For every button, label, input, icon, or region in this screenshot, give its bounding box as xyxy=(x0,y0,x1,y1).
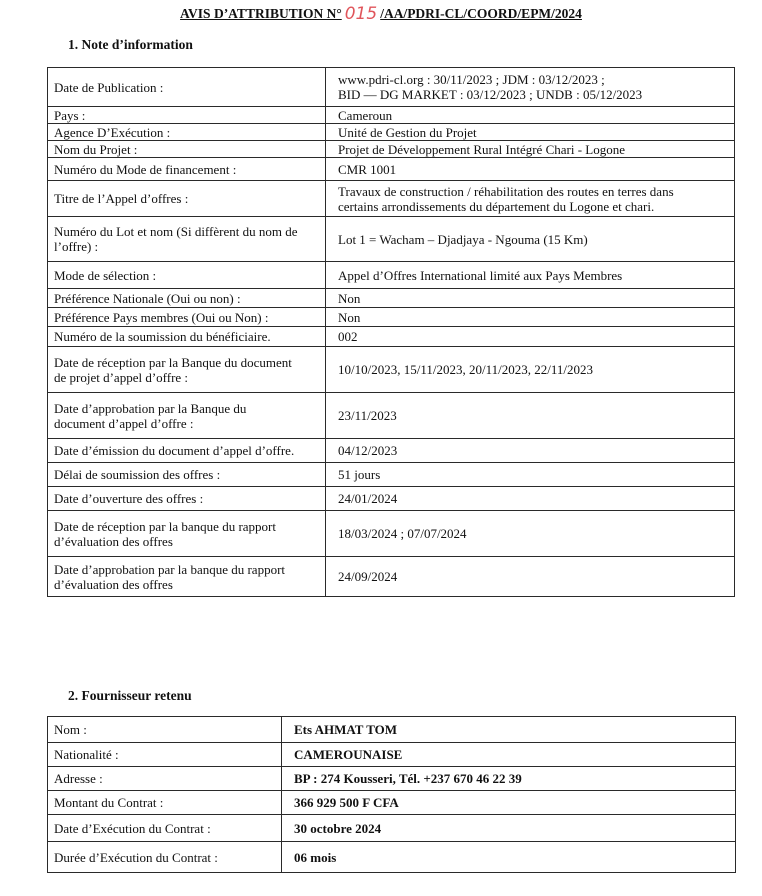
row-label-cell xyxy=(48,124,326,141)
row-value: 366 929 500 F CFA xyxy=(294,795,399,810)
supplier-row xyxy=(48,743,736,767)
row-value-cell xyxy=(326,217,735,262)
row-label-cell xyxy=(48,289,326,308)
information-row xyxy=(48,68,735,107)
row-label-cell xyxy=(48,217,326,262)
row-value: www.pdri-cl.org : 30/11/2023 ; JDM : 03/12/2023 ; xyxy=(338,72,605,87)
row-value: 24/01/2024 xyxy=(338,491,398,506)
information-row xyxy=(48,347,735,393)
information-row xyxy=(48,511,735,557)
row-label-continued: d’évaluation des offres xyxy=(54,533,173,549)
row-value: 002 xyxy=(338,329,358,344)
row-value: Ets AHMAT TOM xyxy=(294,722,398,737)
row-value-cell xyxy=(326,262,735,289)
information-row xyxy=(48,141,735,158)
row-label: Date de réception par la banque du rapport xyxy=(54,518,276,534)
row-value: BP : 274 Kousseri, Tél. +237 670 46 22 39 xyxy=(294,771,522,786)
row-label-cell xyxy=(48,308,326,327)
row-label-cell xyxy=(48,487,326,511)
supplier-row xyxy=(48,767,736,791)
title-suffix: /AA/PDRI-CL/COORD/EPM/2024 xyxy=(380,6,582,21)
row-label: Délai de soumission des offres : xyxy=(54,467,221,482)
row-value: 10/10/2023, 15/11/2023, 20/11/2023, 22/11/2023 xyxy=(338,362,593,377)
row-value-cell xyxy=(282,717,736,743)
row-label-cell xyxy=(48,815,282,842)
row-value: 51 jours xyxy=(338,467,381,482)
information-row xyxy=(48,262,735,289)
row-value-continued: BID — DG MARKET : 03/12/2023 ; UNDB : 05/12/2023 xyxy=(338,87,643,102)
section-1-heading: 1. Note d’information xyxy=(68,37,193,52)
row-label-continued: l’offre) : xyxy=(54,239,99,254)
row-label: Titre de l’Appel d’offres : xyxy=(54,191,189,206)
information-row xyxy=(48,181,735,217)
row-label-cell xyxy=(48,767,282,791)
row-value-cell xyxy=(326,487,735,511)
row-value-cell xyxy=(326,557,735,597)
row-value: 04/12/2023 xyxy=(338,443,398,458)
row-label-cell xyxy=(48,791,282,815)
row-label: Pays : xyxy=(54,107,86,123)
row-value-cell xyxy=(326,511,735,557)
row-label-cell xyxy=(48,557,326,597)
row-value: Non xyxy=(338,290,361,306)
row-label: Numéro du Mode de financement : xyxy=(54,161,237,177)
row-value-cell xyxy=(282,743,736,767)
section-2-heading: 2. Fournisseur retenu xyxy=(68,688,192,703)
row-label: Date d’ouverture des offres : xyxy=(54,491,204,506)
row-value: Appel d’Offres International limité aux Pays Membres xyxy=(338,267,623,283)
row-value-cell xyxy=(326,107,735,124)
row-label: Préférence Pays membres (Oui ou Non) : xyxy=(54,309,269,325)
row-value-cell xyxy=(326,289,735,308)
row-label: Montant du Contrat : xyxy=(54,795,164,810)
row-value-cell xyxy=(326,68,735,107)
row-label: Date d’approbation par la Banque du xyxy=(54,400,247,416)
row-value: CMR 1001 xyxy=(338,161,397,177)
row-value: CAMEROUNAISE xyxy=(294,747,403,762)
information-row xyxy=(48,557,735,597)
row-label-cell xyxy=(48,107,326,124)
row-label: Durée d’Exécution du Contrat : xyxy=(54,849,218,865)
information-row xyxy=(48,439,735,463)
row-value-cell xyxy=(326,158,735,181)
row-label-cell xyxy=(48,717,282,743)
row-label-cell xyxy=(48,141,326,158)
row-label: Agence D’Exécution : xyxy=(54,124,171,140)
row-value: 06 mois xyxy=(294,849,337,865)
row-label-continued: de projet d’appel d’offre : xyxy=(54,369,189,385)
supplier-row xyxy=(48,791,736,815)
row-value-continued: certains arrondissements du département du Logone et chari. xyxy=(338,198,655,214)
row-value-cell xyxy=(326,181,735,217)
row-label-cell xyxy=(48,181,326,217)
row-value: Travaux de construction / réhabilitation des routes en terres dans xyxy=(338,183,674,199)
notice-title xyxy=(0,3,762,23)
row-value: 23/11/2023 xyxy=(338,408,397,423)
row-label: Date d’approbation par la banque du rapport xyxy=(54,561,286,577)
information-row xyxy=(48,124,735,141)
row-label-cell xyxy=(48,463,326,487)
information-row xyxy=(48,308,735,327)
row-label: Date de Publication : xyxy=(54,79,164,95)
row-label-cell xyxy=(48,511,326,557)
row-label-cell xyxy=(48,327,326,347)
information-row xyxy=(48,487,735,511)
information-row xyxy=(48,463,735,487)
row-label: Numéro de la soumission du bénéficiaire. xyxy=(54,329,271,344)
row-value-cell xyxy=(282,842,736,873)
information-row xyxy=(48,393,735,439)
row-value-cell xyxy=(326,308,735,327)
information-row xyxy=(48,107,735,124)
row-label: Mode de sélection : xyxy=(54,267,157,283)
information-row xyxy=(48,327,735,347)
information-row xyxy=(48,289,735,308)
row-value-cell xyxy=(282,767,736,791)
supplier-table xyxy=(47,716,736,873)
row-label-cell xyxy=(48,158,326,181)
row-label: Date d’émission du document d’appel d’offre. xyxy=(54,443,295,458)
row-value-cell xyxy=(326,439,735,463)
handwritten-notice-number: 015 xyxy=(344,4,378,24)
row-label-cell xyxy=(48,743,282,767)
title-prefix: AVIS D’ATTRIBUTION N° xyxy=(180,6,342,21)
supplier-row xyxy=(48,815,736,842)
row-value: Cameroun xyxy=(338,107,393,123)
row-value: Projet de Développement Rural Intégré Chari - Logone xyxy=(338,141,625,157)
row-label-cell xyxy=(48,393,326,439)
row-value-cell xyxy=(326,327,735,347)
row-label-continued: d’évaluation des offres xyxy=(54,576,173,592)
row-value-cell xyxy=(326,124,735,141)
row-label: Adresse : xyxy=(54,771,103,786)
row-label-continued: document d’appel d’offre : xyxy=(54,415,194,431)
row-value-cell xyxy=(282,791,736,815)
information-row xyxy=(48,217,735,262)
row-label-cell xyxy=(48,68,326,107)
row-label: Numéro du Lot et nom (Si diffèrent du nom de xyxy=(54,224,298,239)
row-value: 18/03/2024 ; 07/07/2024 xyxy=(338,526,467,541)
row-label: Préférence Nationale (Oui ou non) : xyxy=(54,290,241,306)
row-label: Nationalité : xyxy=(54,747,119,762)
row-value: Unité de Gestion du Projet xyxy=(338,124,477,140)
row-label-cell xyxy=(48,347,326,393)
row-label: Nom du Projet : xyxy=(54,141,138,157)
row-value-cell xyxy=(326,141,735,158)
row-label: Date de réception par la Banque du document xyxy=(54,354,292,370)
row-value: Lot 1 = Wacham – Djadjaya - Ngouma (15 Km) xyxy=(338,231,588,247)
row-value: 30 octobre 2024 xyxy=(294,820,382,836)
row-value-cell xyxy=(326,347,735,393)
row-value-cell xyxy=(326,393,735,439)
row-value: 24/09/2024 xyxy=(338,569,398,584)
supplier-row xyxy=(48,717,736,743)
supplier-row xyxy=(48,842,736,873)
information-table xyxy=(47,67,735,597)
row-value-cell xyxy=(282,815,736,842)
row-value: Non xyxy=(338,309,361,325)
row-label: Date d’Exécution du Contrat : xyxy=(54,820,211,836)
information-row xyxy=(48,158,735,181)
row-label-cell xyxy=(48,262,326,289)
row-label-cell xyxy=(48,439,326,463)
row-label: Nom : xyxy=(54,722,87,737)
row-label-cell xyxy=(48,842,282,873)
row-value-cell xyxy=(326,463,735,487)
